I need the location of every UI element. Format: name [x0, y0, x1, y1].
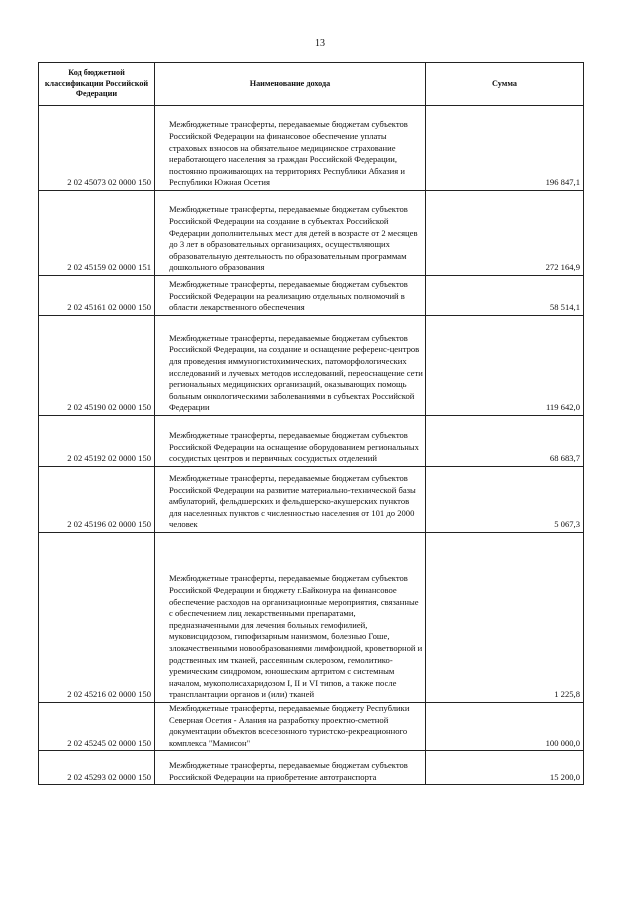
row-name: Межбюджетные трансферты, передаваемые бюджетам субъектов Российской Федерации на финансовое обеспечение уплаты страховых взносов на обязательное медицинское страхование неработающего населения за граждан Российской Федерации, постоянно проживающих на территориях Республики Абхазия и Республики Южная Осетия	[155, 106, 426, 191]
row-code: 2 02 45159 02 0000 151	[39, 191, 155, 276]
header-name: Наименование дохода	[155, 63, 426, 106]
row-name: Межбюджетные трансферты, передаваемые бюджетам субъектов Российской Федерации на развитие материально-технической базы амбулаторий, фельдшерских и фельдшерско-акушерских пунктов для населенных пунктов с численностью населения от 101 до 2000 человек	[155, 467, 426, 533]
table-row	[39, 276, 584, 316]
table-header-row	[39, 63, 584, 106]
row-name: Межбюджетные трансферты, передаваемые бюджетам субъектов Российской Федерации, на создание и оснащение референс-центров для проведения иммуногистохимических, патоморфологических исследований и лучевых методов исследований, переоснащение сети региональных медицинских организаций, оказывающих помощь больным онкологическими заболеваниями в субъектах Российской Федерации	[155, 316, 426, 416]
row-name: Межбюджетные трансферты, передаваемые бюджетам субъектов Российской Федерации на реализацию отдельных полномочий в области лекарственного обеспечения	[155, 276, 426, 316]
table-row	[39, 316, 584, 416]
row-code: 2 02 45216 02 0000 150	[39, 533, 155, 703]
row-name: Межбюджетные трансферты, передаваемые бюджетам субъектов Российской Федерации на создание в субъектах Российской Федерации дополнительных мест для детей в возрасте от 2 месяцев до 3 лет в образовательных организациях, осуществляющих образовательную деятельность по образовательным программам дошкольного образования	[155, 191, 426, 276]
row-sum: 272 164,9	[426, 191, 584, 276]
table-row	[39, 751, 584, 785]
row-code: 2 02 45190 02 0000 150	[39, 316, 155, 416]
row-sum: 15 200,0	[426, 751, 584, 785]
table-row	[39, 106, 584, 191]
row-sum: 100 000,0	[426, 703, 584, 751]
row-code: 2 02 45161 02 0000 150	[39, 276, 155, 316]
row-code: 2 02 45245 02 0000 150	[39, 703, 155, 751]
row-name: Межбюджетные трансферты, передаваемые бюджетам субъектов Российской Федерации на приобретение автотранспорта	[155, 751, 426, 785]
row-sum: 5 067,3	[426, 467, 584, 533]
row-sum: 1 225,8	[426, 533, 584, 703]
header-sum: Сумма	[426, 63, 584, 106]
header-code: Код бюджетной классификации Российской Федерации	[39, 63, 155, 106]
row-sum: 119 642,0	[426, 316, 584, 416]
row-code: 2 02 45196 02 0000 150	[39, 467, 155, 533]
row-code: 2 02 45293 02 0000 150	[39, 751, 155, 785]
row-name: Межбюджетные трансферты, передаваемые бюджетам субъектов Российской Федерации и бюджету г.Байконура на финансовое обеспечение расходов на организационные мероприятия, связанные с обеспечением лиц лекарственными препаратами, предназначенными для лечения больных гемофилией, муковисцидозом, гипофизарным нанизмом, болезнью Гоше, злокачественными новообразованиями лимфоидной, кроветворной и родственных им тканей, рассеянным склерозом, гемолитико-уремическим синдромом, юношеским артритом с системным началом, мукополисахаридозом I, II и VI типов, а также после трансплантации органов и (или) тканей	[155, 533, 426, 703]
table-row	[39, 533, 584, 703]
table-row	[39, 191, 584, 276]
row-sum: 58 514,1	[426, 276, 584, 316]
row-code: 2 02 45073 02 0000 150	[39, 106, 155, 191]
table-row	[39, 416, 584, 467]
table-row	[39, 703, 584, 751]
budget-revenue-table	[38, 62, 584, 785]
row-name: Межбюджетные трансферты, передаваемые бюджетам субъектов Российской Федерации на оснащение оборудованием региональных сосудистых центров и первичных сосудистых отделений	[155, 416, 426, 467]
row-sum: 196 847,1	[426, 106, 584, 191]
row-code: 2 02 45192 02 0000 150	[39, 416, 155, 467]
table-row	[39, 467, 584, 533]
page-number: 13	[315, 38, 325, 49]
row-sum: 68 683,7	[426, 416, 584, 467]
row-name: Межбюджетные трансферты, передаваемые бюджету Республики Северная Осетия - Алания на разработку проектно-сметной документации объектов всесезонного туристско-рекреационного комплекса "Мамисон"	[155, 703, 426, 751]
